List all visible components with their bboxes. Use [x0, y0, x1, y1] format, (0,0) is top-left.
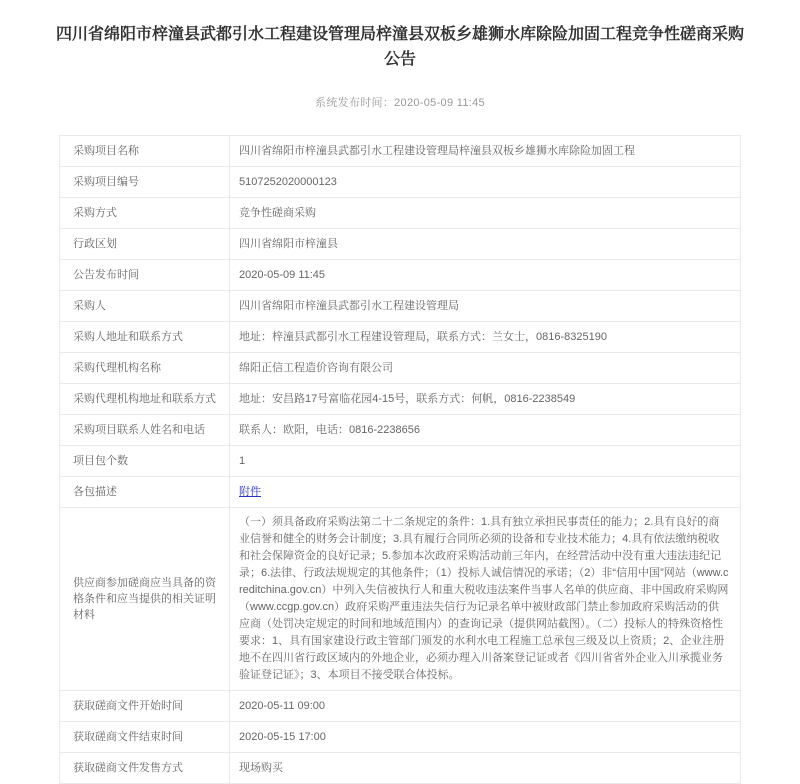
row-label: 采购项目名称 — [60, 136, 230, 167]
row-value: （一）须具备政府采购法第二十二条规定的条件：1.具有独立承担民事责任的能力；2.具有良好的商业信誉和健全的财务会计制度；3.具有履行合同所必须的设备和专业技术能力；4.具有依法缴纳税收和社会保障资金的良好记录；5.参加本次政府采购活动前三年内，在经营活动中没有重大违法违纪记录；6.法律、行政法规规定的其他条件；（1）投标人诚信情况的承诺；（2）非“信用中国”网站（www.creditchina.gov.cn）中列入失信被执行人和重大税收违法案件当事人名单的供应商、非中国政府采购网（www.ccgp.gov.cn）政府采购严重违法失信行为记录名单中被财政部门禁止参加政府采购活动的供应商（处罚决定规定的时间和地域范围内）的查询记录（提供网站截图）。（二）投标人的特殊资格性要求：1、具有国家建设行政主管部门颁发的水利水电工程施工总承包三级及以上资质；2、企业注册地不在四川省行政区域内的外地企业，必须办理入川备案登记证或者《四川省省外企业入川承揽业务验证登记证》；3、本项目不接受联合体投标。 — [230, 508, 741, 691]
table-row — [60, 691, 741, 722]
row-value: 联系人：欧阳，电话：0816-2238656 — [230, 415, 741, 446]
table-row — [60, 722, 741, 753]
row-label: 采购方式 — [60, 198, 230, 229]
row-value: 现场购买 — [230, 753, 741, 784]
row-value — [230, 477, 741, 508]
row-value: 竞争性磋商采购 — [230, 198, 741, 229]
table-row — [60, 353, 741, 384]
row-value: 2020-05-11 09:00 — [230, 691, 741, 722]
table-row — [60, 415, 741, 446]
announcement-page — [0, 22, 800, 775]
row-value: 地址：安昌路17号富临花园4-15号，联系方式：何帆，0816-2238549 — [230, 384, 741, 415]
publish-time-value: 2020-05-09 11:45 — [394, 97, 485, 109]
table-row — [60, 753, 741, 784]
row-value: 1 — [230, 446, 741, 477]
row-label: 供应商参加磋商应当具备的资格条件和应当提供的相关证明材料 — [60, 508, 230, 691]
procurement-info-table — [59, 135, 741, 784]
attachment-link[interactable]: 附件 — [239, 486, 261, 498]
row-value: 四川省绵阳市梓潼县 — [230, 229, 741, 260]
publish-time-label: 系统发布时间： — [315, 97, 395, 109]
row-label: 获取磋商文件开始时间 — [60, 691, 230, 722]
table-row — [60, 229, 741, 260]
table-row — [60, 508, 741, 691]
row-value: 地址：梓潼县武都引水工程建设管理局，联系方式：兰女士，0816-8325190 — [230, 322, 741, 353]
row-label: 各包描述 — [60, 477, 230, 508]
table-row — [60, 291, 741, 322]
row-label: 采购代理机构地址和联系方式 — [60, 384, 230, 415]
row-label: 获取磋商文件发售方式 — [60, 753, 230, 784]
row-value: 2020-05-15 17:00 — [230, 722, 741, 753]
table-row — [60, 260, 741, 291]
publish-time — [0, 94, 800, 110]
table-row — [60, 198, 741, 229]
row-label: 行政区划 — [60, 229, 230, 260]
row-value: 四川省绵阳市梓潼县武都引水工程建设管理局 — [230, 291, 741, 322]
row-value: 四川省绵阳市梓潼县武都引水工程建设管理局梓潼县双板乡雄狮水库除险加固工程 — [230, 136, 741, 167]
row-label: 采购项目联系人姓名和电话 — [60, 415, 230, 446]
row-label: 采购项目编号 — [60, 167, 230, 198]
row-value: 2020-05-09 11:45 — [230, 260, 741, 291]
row-label: 采购代理机构名称 — [60, 353, 230, 384]
row-label: 采购人 — [60, 291, 230, 322]
table-row — [60, 322, 741, 353]
row-value: 绵阳正信工程造价咨询有限公司 — [230, 353, 741, 384]
table-row — [60, 384, 741, 415]
table-row — [60, 477, 741, 508]
row-label: 采购人地址和联系方式 — [60, 322, 230, 353]
row-label: 公告发布时间 — [60, 260, 230, 291]
info-table-body — [60, 136, 741, 784]
row-value: 5107252020000123 — [230, 167, 741, 198]
table-row — [60, 446, 741, 477]
row-label: 项目包个数 — [60, 446, 230, 477]
table-row — [60, 167, 741, 198]
page-title: 四川省绵阳市梓潼县武都引水工程建设管理局梓潼县双板乡雄狮水库除险加固工程竞争性磋商采购公告 — [55, 26, 744, 68]
row-label: 获取磋商文件结束时间 — [60, 722, 230, 753]
table-row — [60, 136, 741, 167]
